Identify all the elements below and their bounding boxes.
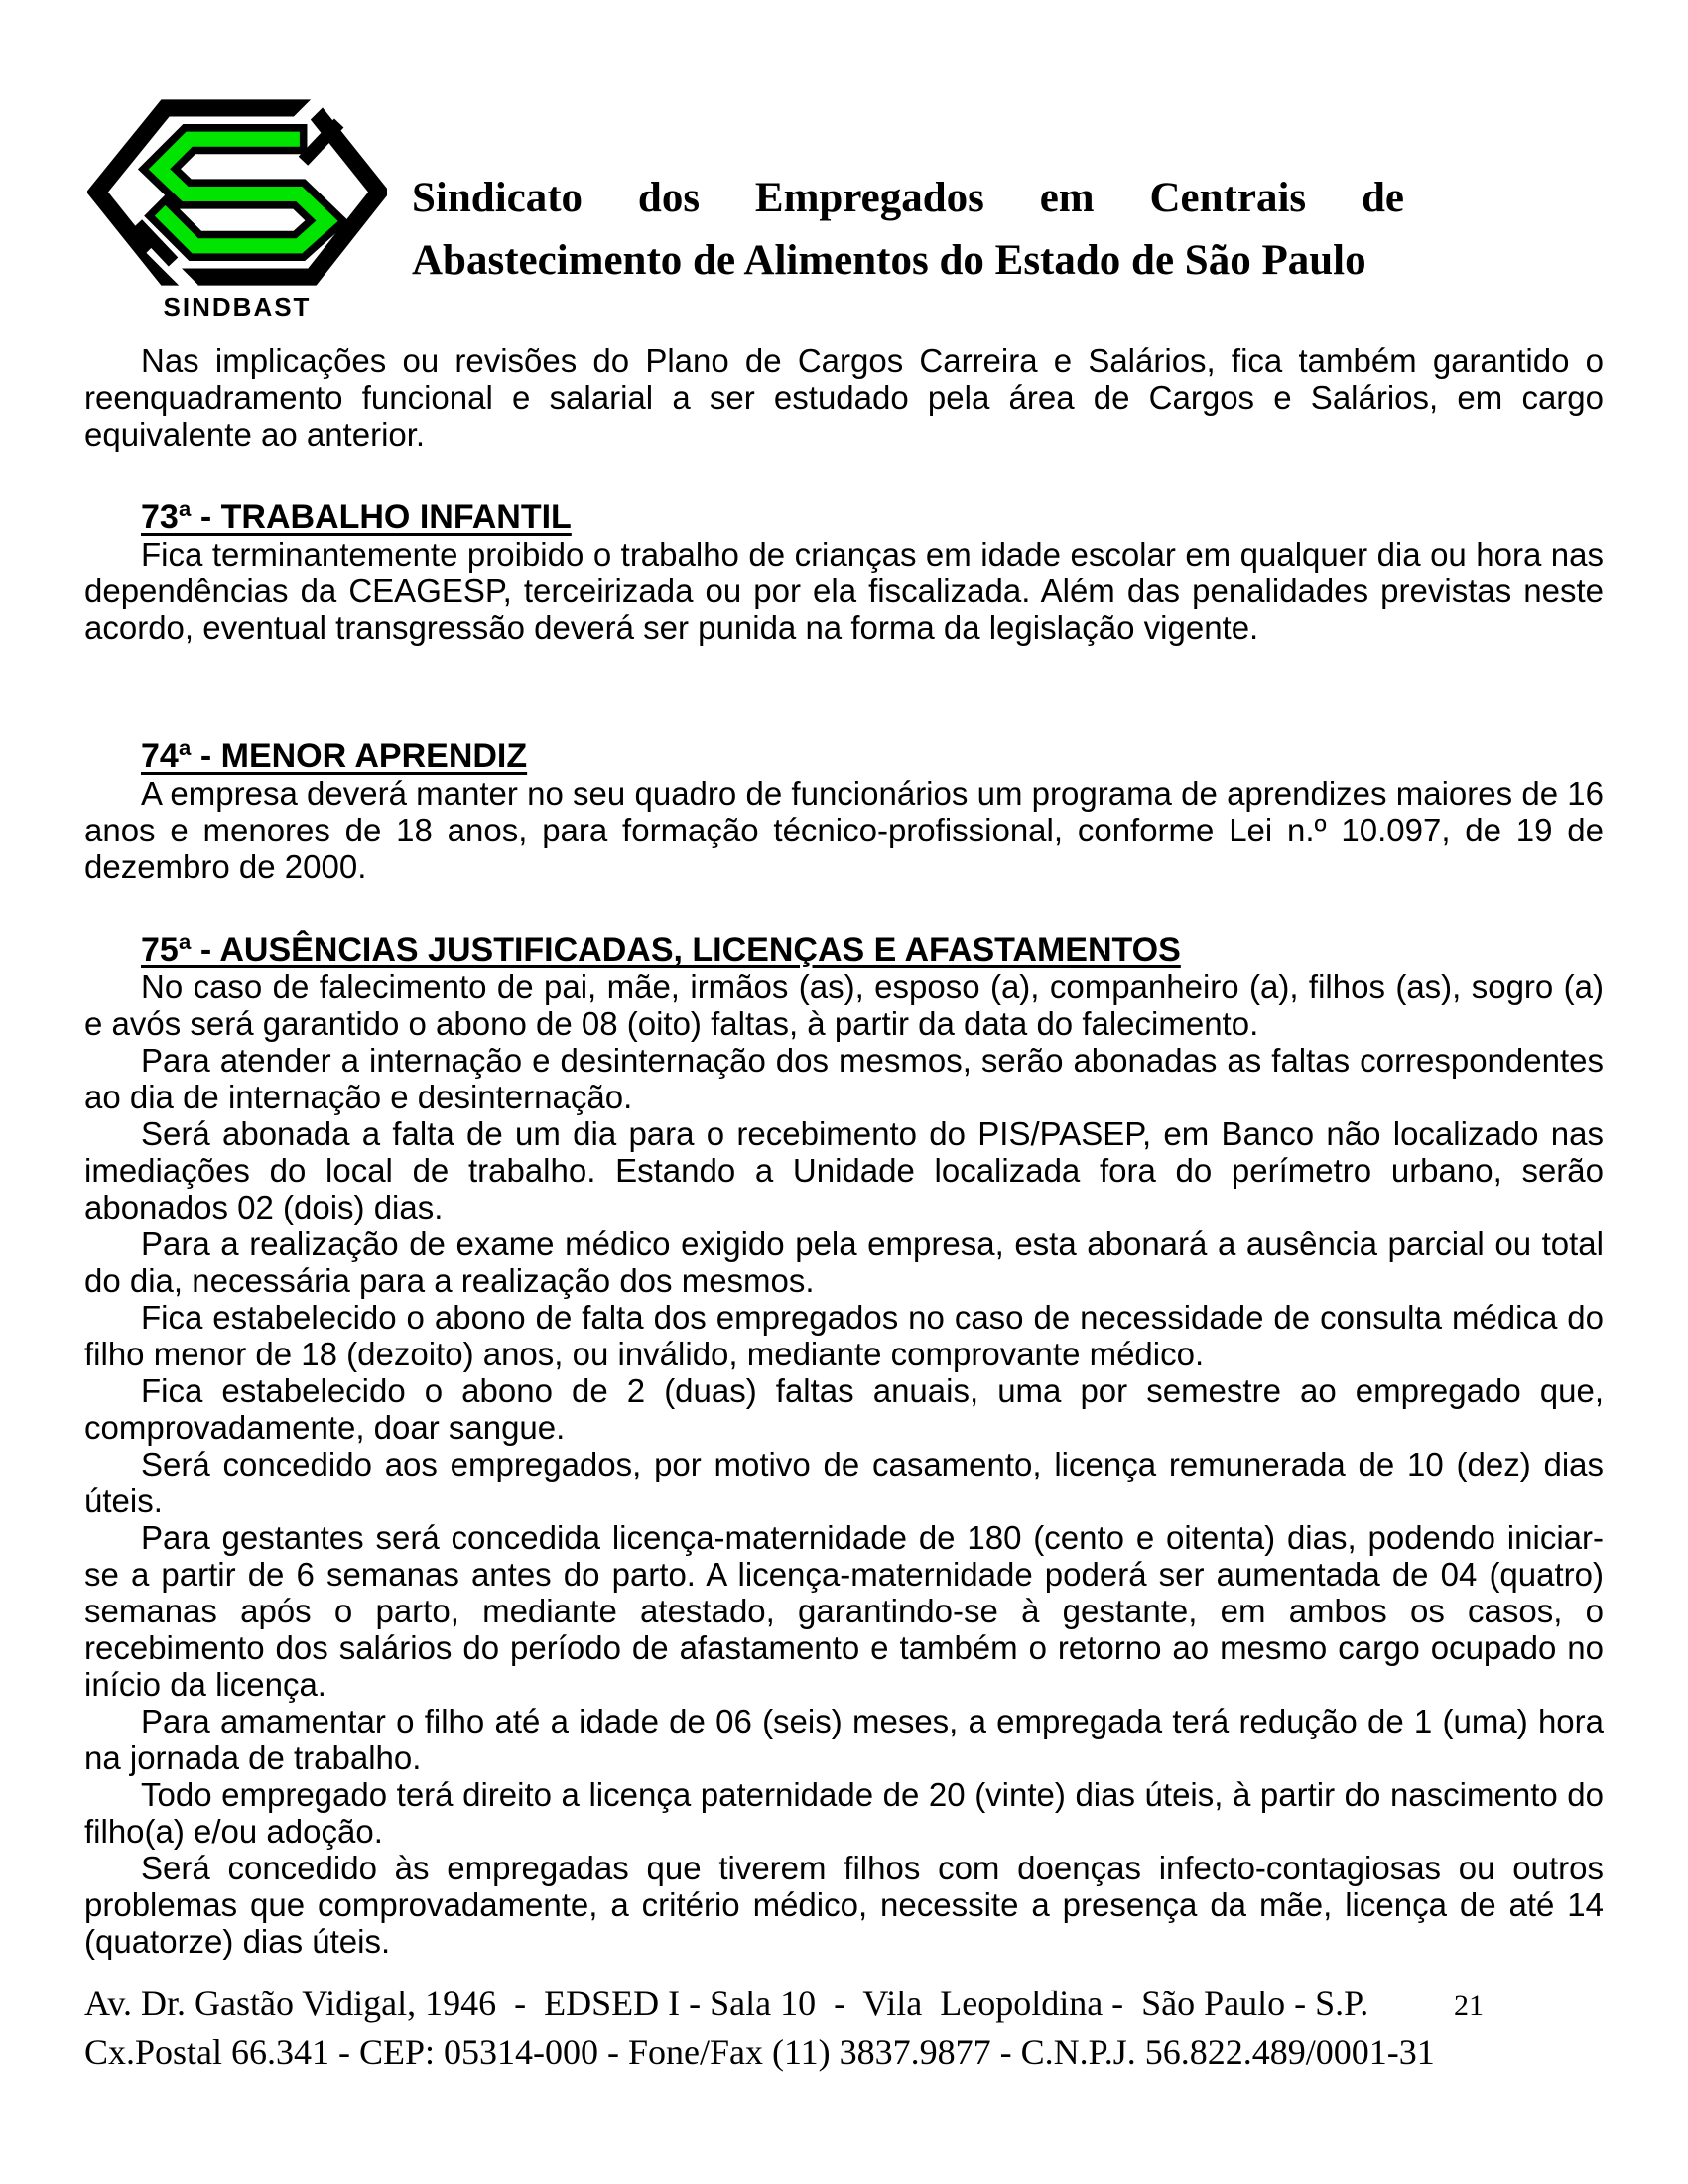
clause-74-paragraph: A empresa deverá manter no seu quadro de funcionários um programa de aprendizes maiores de 16 anos e menores de 18 anos, para formação técnico-profissional, conforme Lei n.º 10.097, de 19 de dezembro de 2000.: [84, 775, 1604, 885]
section-heading-75: 75ª - AUSÊNCIAS JUSTIFICADAS, LICENÇAS E AFASTAMENTOS: [141, 931, 1181, 968]
clause-75-paragraph-10: Todo empregado terá direito a licença paternidade de 20 (vinte) dias úteis, à partir do nascimento do filho(a) e/ou adoção.: [84, 1776, 1604, 1850]
clause-75-paragraph-11: Será concedido às empregadas que tiverem filhos com doenças infecto-contagiosas ou outros problemas que comprovadamente, a critério médico, necessite a presença da mãe, licença de até 14 (quatorze) dias úteis.: [84, 1850, 1604, 1960]
clause-75-paragraph-1: No caso de falecimento de pai, mãe, irmãos (as), esposo (a), companheiro (a), filhos (as), sogro (a) e avós será garantido o abono de 08 (oito) faltas, à partir da data do falecimento.: [84, 968, 1604, 1042]
page-footer: [84, 1980, 1642, 2077]
footer-address-line2: Cx.Postal 66.341 - CEP: 05314-000 - Fone/Fax (11) 3837.9877 - C.N.P.J. 56.822.489/0001-31: [84, 2032, 1435, 2072]
org-title: [412, 167, 1404, 292]
clause-75-paragraph-2: Para atender a internação e desinternação dos mesmos, serão abonadas as faltas correspondentes ao dia de internação e desinternação.: [84, 1042, 1604, 1115]
clause-75-paragraph-8: Para gestantes será concedida licença-maternidade de 180 (cento e oitenta) dias, podendo iniciar-se a partir de 6 semanas antes do parto. A licença-maternidade poderá ser aumentada de 04 (quatro) semanas após o parto, mediante atestado, garantindo-se à gestante, em ambos os casos, o recebimento dos salários do período de afastamento e também o retorno ao mesmo cargo ocupado no início da licença.: [84, 1519, 1604, 1703]
footer-address-line1: Av. Dr. Gastão Vidigal, 1946 - EDSED I - Sala 10 - Vila Leopoldina - São Paulo - S.P.: [84, 1984, 1369, 2023]
clause-75-paragraph-5: Fica estabelecido o abono de falta dos empregados no caso de necessidade de consulta médica do filho menor de 18 (dezoito) anos, ou inválido, mediante comprovante médico.: [84, 1299, 1604, 1372]
clause-75-paragraph-9: Para amamentar o filho até a idade de 06 (seis) meses, a empregada terá redução de 1 (uma) hora na jornada de trabalho.: [84, 1703, 1604, 1776]
document-body: [84, 342, 1604, 1960]
org-title-line1: Sindicato dos Empregados em Centrais de: [412, 175, 1404, 221]
clause-75-paragraph-6: Fica estabelecido o abono de 2 (duas) faltas anuais, uma por semestre ao empregado que, comprovadamente, doar sangue.: [84, 1372, 1604, 1446]
logo-text: SINDBAST: [163, 292, 312, 321]
intro-paragraph: Nas implicações ou revisões do Plano de Cargos Carreira e Salários, fica também garantido o reenquadramento funcional e salarial a ser estudado pela área de Cargos e Salários, em cargo equivalente ao anterior.: [84, 342, 1604, 452]
section-heading-74: 74ª - MENOR APRENDIZ: [141, 737, 528, 775]
org-title-line2: Abastecimento de Alimentos do Estado de São Paulo: [412, 237, 1366, 284]
sindbast-logo: [87, 94, 387, 322]
clause-73-paragraph: Fica terminantemente proibido o trabalho de crianças em idade escolar em qualquer dia ou hora nas dependências da CEAGESP, terceirizada ou por ela fiscalizada. Além das penalidades previstas neste acordo, eventual transgressão deverá ser punida na forma da legislação vigente.: [84, 536, 1604, 646]
section-heading-73: 73ª - TRABALHO INFANTIL: [141, 498, 572, 536]
clause-75-paragraph-3: Será abonada a falta de um dia para o recebimento do PIS/PASEP, em Banco não localizado nas imediações do local de trabalho. Estando a Unidade localizada fora do perímetro urbano, serão abonados 02 (dois) dias.: [84, 1115, 1604, 1225]
clause-75-paragraph-4: Para a realização de exame médico exigido pela empresa, esta abonará a ausência parcial ou total do dia, necessária para a realização dos mesmos.: [84, 1225, 1604, 1299]
page-number: 21: [1454, 1990, 1484, 2022]
clause-75-paragraph-7: Será concedido aos empregados, por motivo de casamento, licença remunerada de 10 (dez) dias úteis.: [84, 1446, 1604, 1519]
sindbast-hexagon-s-icon: [87, 94, 387, 291]
